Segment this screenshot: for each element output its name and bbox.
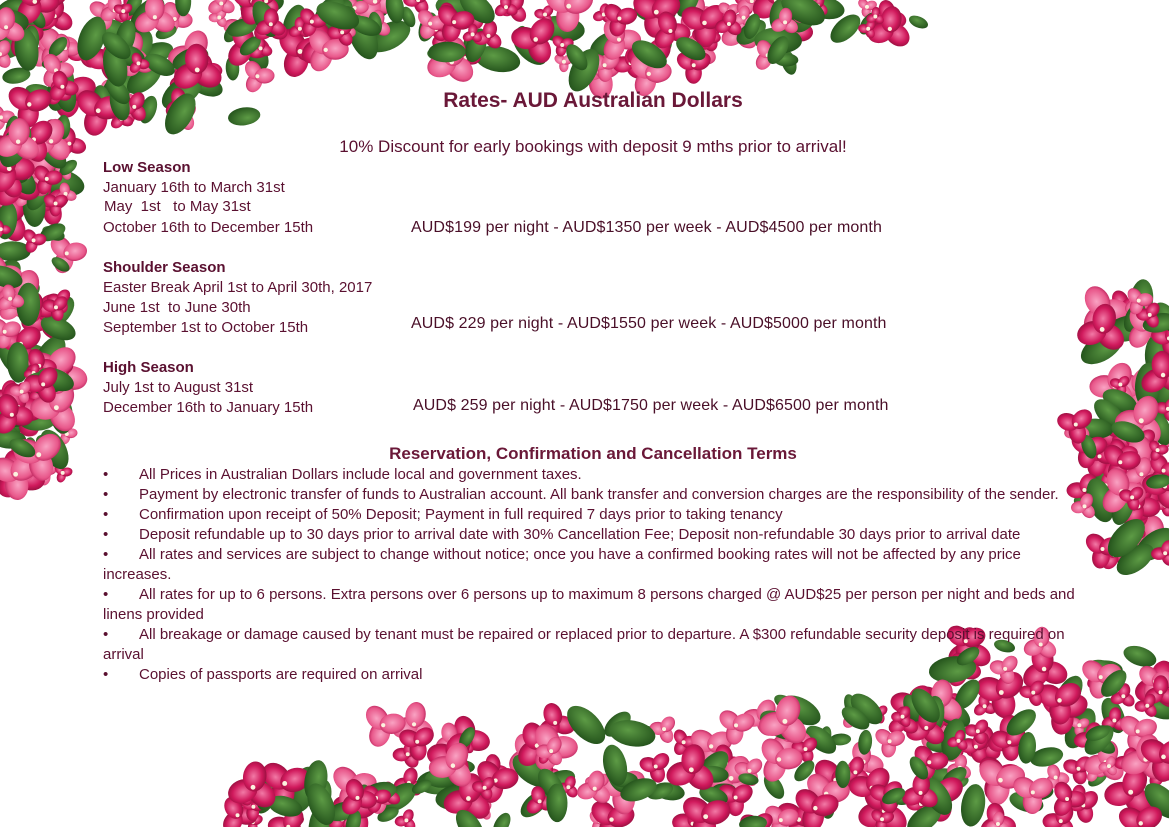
bullet-marker: •	[103, 586, 109, 603]
term-text: Copies of passports are required on arrival	[139, 666, 423, 683]
price-high-season: AUD$ 259 per night - AUD$1750 per week - AUD$6500 per month	[413, 397, 889, 414]
season-period: Easter Break April 1st to April 30th, 2017	[103, 279, 373, 296]
bullet-marker: •	[103, 506, 109, 523]
term-text: All rates and services are subject to change without notice; once you have a confirmed booking rates will not be affected by any price increases.	[103, 546, 1021, 583]
bullet-marker: •	[103, 546, 109, 563]
page-title: Rates- AUD Australian Dollars	[443, 89, 743, 112]
list-item	[103, 665, 1093, 685]
list-item	[103, 485, 1093, 505]
list-item	[103, 525, 1093, 545]
bullet-marker: •	[103, 486, 109, 503]
price-shoulder-season: AUD$ 229 per night - AUD$1550 per week - AUD$5000 per month	[411, 315, 887, 332]
term-text: Deposit refundable up to 30 days prior to arrival date with 30% Cancellation Fee; Deposit non-refundable 30 days prior to arrival date	[139, 526, 1021, 543]
season-period: September 1st to October 15th	[103, 319, 309, 336]
term-text: All rates for up to 6 persons. Extra persons over 6 persons up to maximum 8 persons charged @ AUD$25 per person per night and beds and linens provided	[103, 586, 1075, 623]
terms-heading: Reservation, Confirmation and Cancellation Terms	[389, 444, 797, 463]
season-period: January 16th to March 31st	[103, 179, 285, 196]
bullet-marker: •	[103, 626, 109, 643]
season-period: July 1st to August 31st	[103, 379, 254, 396]
list-item	[103, 585, 1093, 625]
bullet-marker: •	[103, 466, 109, 483]
term-text: All breakage or damage caused by tenant must be repaired or replaced prior to departure. A $300 refundable security deposit is required on arrival	[103, 626, 1065, 663]
discount-notice: 10% Discount for early bookings with deposit 9 mths prior to arrival!	[339, 137, 847, 156]
bullet-marker: •	[103, 666, 109, 683]
season-period: December 16th to January 15th	[103, 399, 314, 416]
season-period: October 16th to December 15th	[103, 219, 314, 236]
list-item	[103, 625, 1093, 665]
term-text: Payment by electronic transfer of funds to Australian account. All bank transfer and conversion charges are the responsibility of the sender.	[139, 486, 1059, 503]
term-text: All Prices in Australian Dollars include local and government taxes.	[139, 466, 582, 483]
terms-list	[103, 465, 1093, 685]
season-heading-low: Low Season	[103, 159, 191, 176]
price-low-season: AUD$199 per night - AUD$1350 per week - AUD$4500 per month	[411, 219, 882, 236]
list-item	[103, 545, 1093, 585]
term-text: Confirmation upon receipt of 50% Deposit; Payment in full required 7 days prior to taking tenancy	[139, 506, 783, 523]
season-period: June 1st to June 30th	[103, 299, 251, 316]
season-heading-high: High Season	[103, 359, 194, 376]
list-item	[103, 505, 1093, 525]
season-period: May 1st to May 31st	[104, 198, 251, 215]
season-heading-shoulder: Shoulder Season	[103, 259, 226, 276]
list-item	[103, 465, 1093, 485]
bullet-marker: •	[103, 526, 109, 543]
